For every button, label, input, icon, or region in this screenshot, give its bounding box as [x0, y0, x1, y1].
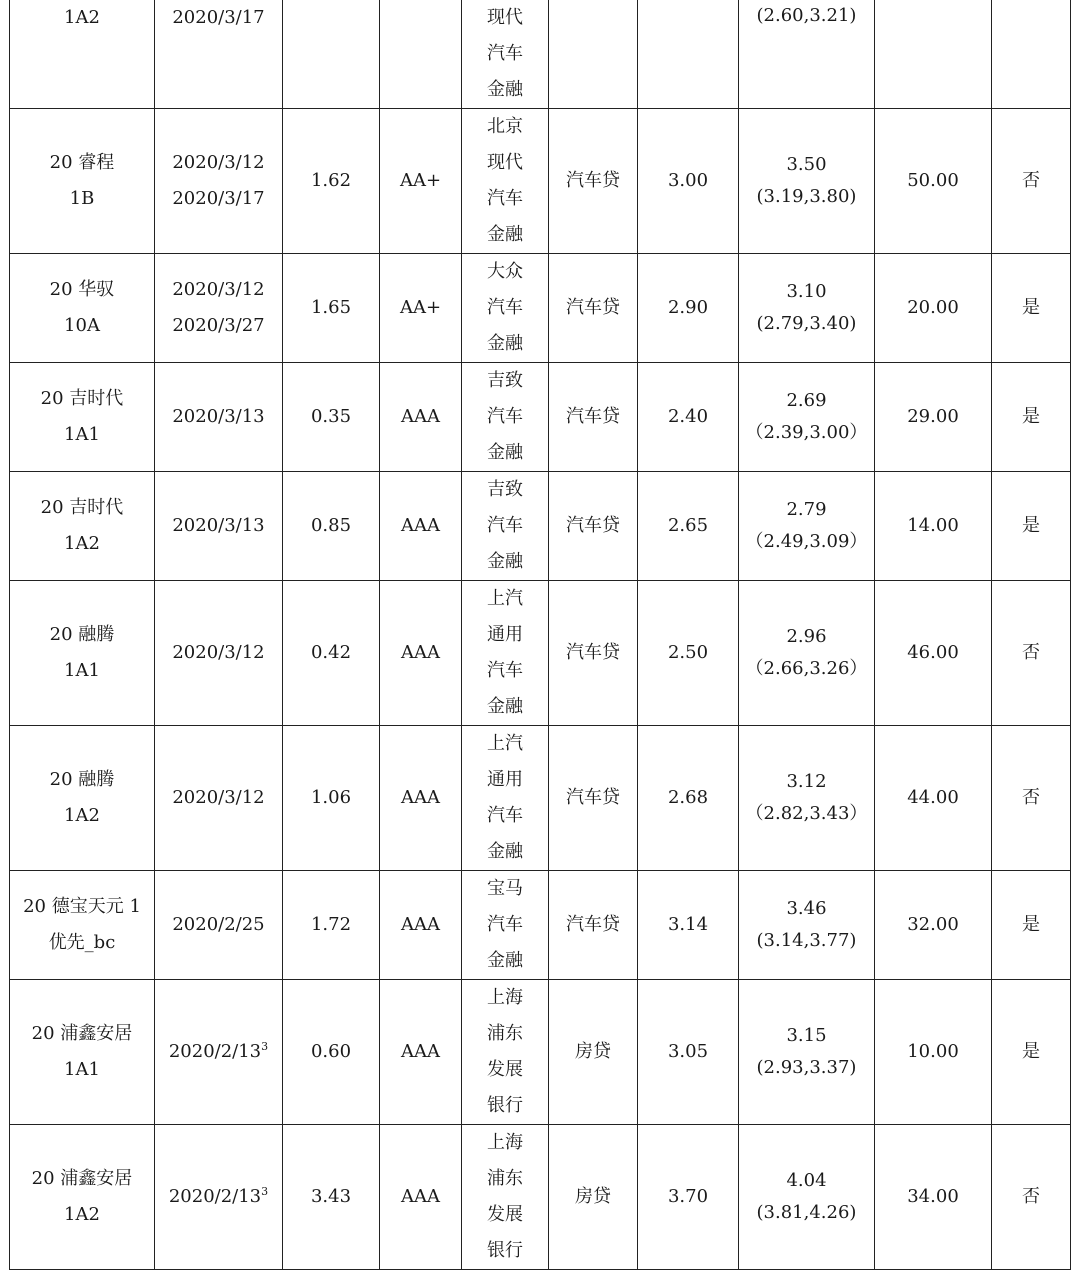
coupon-cell: 3.14 [638, 871, 739, 980]
term-cell: 1.72 [283, 871, 380, 980]
flag-cell: 是 [992, 254, 1071, 363]
date-text: 2020/2/13 [168, 1186, 262, 1207]
valuation-range: (3.14,3.77) [756, 930, 857, 951]
security-name-line: 优先_bc [48, 932, 116, 953]
term-cell: 1.62 [283, 109, 380, 254]
table-row [10, 980, 1071, 1125]
multiple-cell: 50.00 [875, 109, 992, 254]
asset-type-cell [549, 0, 638, 109]
term-cell [283, 0, 380, 109]
issuer-line: 大众 [487, 261, 523, 282]
issuer-line: 上汽 [487, 733, 523, 754]
issuer-line: 银行 [487, 1095, 523, 1116]
security-name-line: 20 华驭 [49, 279, 115, 300]
multiple-cell: 29.00 [875, 363, 992, 472]
issuer-line: 汽车 [487, 297, 523, 318]
asset-type-cell: 汽车贷 [549, 472, 638, 581]
table-row [10, 109, 1071, 254]
flag-cell [992, 0, 1071, 109]
issuer-line: 宝马 [487, 878, 523, 899]
abs-issuance-table [9, 0, 1071, 1270]
issuer-line: 吉致 [487, 370, 523, 391]
issuer-line: 上海 [487, 1132, 523, 1153]
issuer-line: 金融 [487, 79, 523, 100]
valuation-cell [739, 254, 875, 363]
issuer-cell [462, 871, 549, 980]
security-name-line: 20 融腾 [49, 769, 115, 790]
date-cell [155, 109, 283, 254]
multiple-cell: 14.00 [875, 472, 992, 581]
valuation-range: (2.60,3.21) [756, 5, 857, 26]
issuer-line: 金融 [487, 696, 523, 717]
security-name-cell [10, 254, 155, 363]
multiple-cell: 10.00 [875, 980, 992, 1125]
table-row [10, 254, 1071, 363]
issuer-cell [462, 0, 549, 109]
asset-type-cell: 汽车贷 [549, 109, 638, 254]
coupon-cell: 2.65 [638, 472, 739, 581]
multiple-cell: 34.00 [875, 1125, 992, 1270]
table-row [10, 472, 1071, 581]
multiple-cell: 46.00 [875, 581, 992, 726]
issuer-line: 金融 [487, 442, 523, 463]
valuation-cell [739, 363, 875, 472]
multiple-cell: 44.00 [875, 726, 992, 871]
date-line: 2020/2/25 [172, 914, 265, 935]
security-name-cell [10, 726, 155, 871]
security-name-cell [10, 109, 155, 254]
valuation-range: (2.79,3.40) [756, 313, 857, 334]
issuer-line: 汽车 [487, 188, 523, 209]
issuer-line: 银行 [487, 1240, 523, 1261]
asset-type-cell: 汽车贷 [549, 726, 638, 871]
security-name-line: 10A [64, 315, 100, 336]
date-cell [155, 363, 283, 472]
security-name-line: 20 融腾 [49, 624, 115, 645]
valuation-range: (3.19,3.80) [756, 186, 857, 207]
security-name-line: 1A1 [64, 1059, 100, 1080]
valuation-value: 3.46 [786, 898, 827, 919]
valuation-cell [739, 581, 875, 726]
rating-cell: AA+ [380, 254, 462, 363]
valuation-cell [739, 0, 875, 109]
date-cell [155, 871, 283, 980]
issuer-line: 现代 [487, 152, 523, 173]
rating-cell: AAA [380, 472, 462, 581]
issuer-line: 金融 [487, 950, 523, 971]
valuation-value: 3.12 [786, 771, 827, 792]
multiple-cell [875, 0, 992, 109]
date-line: 2020/3/13 [172, 515, 265, 536]
valuation-cell [739, 109, 875, 254]
security-name-line: 1A2 [64, 805, 100, 826]
security-name-line: 20 吉时代 [40, 497, 124, 518]
term-cell: 0.85 [283, 472, 380, 581]
security-name-line: 20 吉时代 [40, 388, 124, 409]
security-name-cell [10, 1125, 155, 1270]
date-line: 2020/3/12 [172, 642, 265, 663]
security-name-line: 1A2 [64, 7, 100, 28]
term-cell: 0.42 [283, 581, 380, 726]
issuer-cell [462, 581, 549, 726]
coupon-cell: 2.40 [638, 363, 739, 472]
valuation-cell [739, 472, 875, 581]
valuation-value: 2.69 [786, 390, 827, 411]
date-cell [155, 581, 283, 726]
flag-cell: 否 [992, 581, 1071, 726]
coupon-cell: 2.90 [638, 254, 739, 363]
valuation-value: 4.04 [786, 1170, 827, 1191]
date-cell [155, 1125, 283, 1270]
valuation-range: （2.49,3.09） [745, 531, 868, 552]
flag-cell: 是 [992, 363, 1071, 472]
issuer-line: 金融 [487, 224, 523, 245]
issuer-line: 汽车 [487, 660, 523, 681]
rating-cell: AAA [380, 726, 462, 871]
issuer-line: 现代 [487, 7, 523, 28]
rating-cell: AAA [380, 363, 462, 472]
rating-cell: AAA [380, 871, 462, 980]
date-text: 2020/2/13 [168, 1041, 262, 1062]
security-name-cell [10, 980, 155, 1125]
flag-cell: 否 [992, 1125, 1071, 1270]
term-cell: 0.60 [283, 980, 380, 1125]
coupon-cell: 2.68 [638, 726, 739, 871]
asset-type-cell: 汽车贷 [549, 581, 638, 726]
valuation-cell [739, 871, 875, 980]
rating-cell: AAA [380, 1125, 462, 1270]
rating-cell: AA+ [380, 109, 462, 254]
valuation-range: （2.82,3.43） [745, 803, 868, 824]
valuation-range: (3.81,4.26) [756, 1202, 857, 1223]
issuer-line: 发展 [487, 1204, 523, 1225]
security-name-cell [10, 472, 155, 581]
rating-cell [380, 0, 462, 109]
table-row [10, 581, 1071, 726]
date-line-with-note [157, 1179, 280, 1215]
date-cell [155, 980, 283, 1125]
issuer-line: 浦东 [487, 1168, 523, 1189]
issuer-line: 发展 [487, 1059, 523, 1080]
date-line: 2020/3/27 [172, 315, 265, 336]
issuer-line: 吉致 [487, 479, 523, 500]
table-row [10, 726, 1071, 871]
multiple-cell: 20.00 [875, 254, 992, 363]
valuation-value: 3.10 [786, 281, 827, 302]
issuer-line: 汽车 [487, 43, 523, 64]
table-row [10, 871, 1071, 980]
date-line: 2020/3/17 [172, 7, 265, 28]
table-body [10, 0, 1071, 1270]
asset-type-cell: 汽车贷 [549, 363, 638, 472]
issuer-line: 上海 [487, 987, 523, 1008]
date-cell [155, 0, 283, 109]
security-name-cell [10, 871, 155, 980]
asset-type-cell: 汽车贷 [549, 871, 638, 980]
issuer-line: 金融 [487, 333, 523, 354]
issuer-cell [462, 726, 549, 871]
coupon-cell [638, 0, 739, 109]
coupon-cell: 3.05 [638, 980, 739, 1125]
issuer-line: 北京 [487, 116, 523, 137]
issuer-cell [462, 109, 549, 254]
date-line: 2020/3/17 [172, 188, 265, 209]
valuation-value: 2.79 [786, 499, 827, 520]
table-row [10, 363, 1071, 472]
valuation-range: （2.39,3.00） [745, 422, 868, 443]
security-name-cell [10, 0, 155, 109]
valuation-cell [739, 1125, 875, 1270]
footnote-marker: 3 [261, 1040, 269, 1053]
issuer-cell [462, 1125, 549, 1270]
security-name-line: 1A1 [64, 424, 100, 445]
issuer-line: 通用 [487, 624, 523, 645]
valuation-range: （2.66,3.26） [745, 658, 868, 679]
date-cell [155, 472, 283, 581]
rating-cell: AAA [380, 980, 462, 1125]
date-line: 2020/3/13 [172, 406, 265, 427]
term-cell: 1.65 [283, 254, 380, 363]
date-line: 2020/3/12 [172, 279, 265, 300]
security-name-line: 1A2 [64, 1204, 100, 1225]
date-line: 2020/3/12 [172, 152, 265, 173]
security-name-line: 20 睿程 [49, 152, 115, 173]
footnote-marker: 3 [261, 1185, 269, 1198]
valuation-range: (2.93,3.37) [756, 1057, 857, 1078]
flag-cell: 是 [992, 871, 1071, 980]
security-name-cell [10, 363, 155, 472]
issuer-cell [462, 472, 549, 581]
term-cell: 3.43 [283, 1125, 380, 1270]
issuer-line: 汽车 [487, 406, 523, 427]
security-name-line: 1A2 [64, 533, 100, 554]
coupon-cell: 3.00 [638, 109, 739, 254]
issuer-cell [462, 363, 549, 472]
coupon-cell: 2.50 [638, 581, 739, 726]
multiple-cell: 32.00 [875, 871, 992, 980]
security-name-line: 1A1 [64, 660, 100, 681]
rating-cell: AAA [380, 581, 462, 726]
flag-cell: 否 [992, 726, 1071, 871]
issuer-line: 通用 [487, 769, 523, 790]
security-name-line: 20 浦鑫安居 [31, 1168, 133, 1189]
issuer-line: 金融 [487, 841, 523, 862]
table-row [10, 1125, 1071, 1270]
security-name-line: 1B [69, 188, 95, 209]
security-name-line: 20 浦鑫安居 [31, 1023, 133, 1044]
valuation-value: 3.15 [786, 1025, 827, 1046]
issuer-line: 汽车 [487, 914, 523, 935]
asset-type-cell: 房贷 [549, 1125, 638, 1270]
issuer-line: 汽车 [487, 805, 523, 826]
date-cell [155, 254, 283, 363]
issuer-cell [462, 254, 549, 363]
issuer-line: 浦东 [487, 1023, 523, 1044]
security-name-cell [10, 581, 155, 726]
flag-cell: 是 [992, 980, 1071, 1125]
valuation-cell [739, 726, 875, 871]
date-line: 2020/3/12 [172, 787, 265, 808]
term-cell: 0.35 [283, 363, 380, 472]
valuation-value: 3.50 [786, 154, 827, 175]
valuation-value: 2.96 [786, 626, 827, 647]
date-line-with-note [157, 1034, 280, 1070]
date-cell [155, 726, 283, 871]
security-name-line: 20 德宝天元 1 [23, 896, 141, 917]
table-container [9, 0, 1071, 1270]
coupon-cell: 3.70 [638, 1125, 739, 1270]
flag-cell: 是 [992, 472, 1071, 581]
issuer-line: 金融 [487, 551, 523, 572]
asset-type-cell: 房贷 [549, 980, 638, 1125]
term-cell: 1.06 [283, 726, 380, 871]
table-row [10, 0, 1071, 109]
valuation-cell [739, 980, 875, 1125]
issuer-cell [462, 980, 549, 1125]
flag-cell: 否 [992, 109, 1071, 254]
asset-type-cell: 汽车贷 [549, 254, 638, 363]
issuer-line: 汽车 [487, 515, 523, 536]
issuer-line: 上汽 [487, 588, 523, 609]
